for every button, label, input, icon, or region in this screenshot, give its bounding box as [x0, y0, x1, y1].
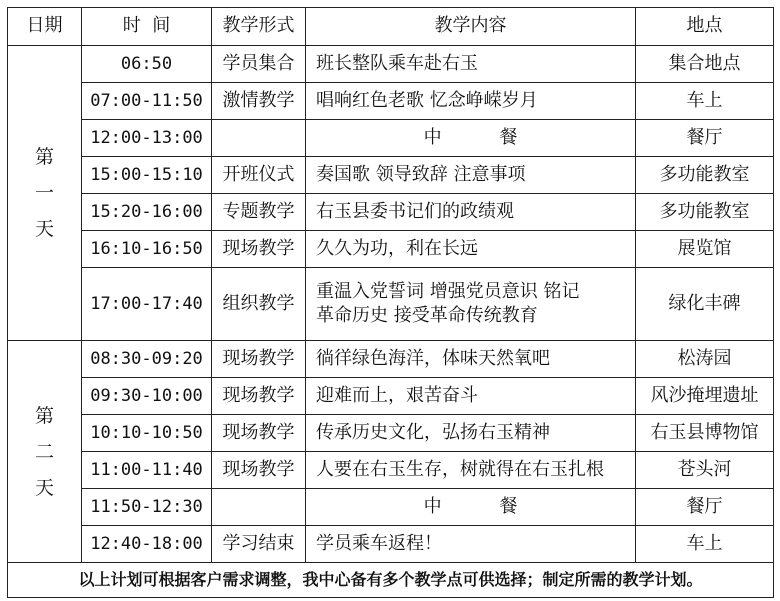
- schedule-row: [8, 526, 774, 563]
- place-cell: 多功能教室: [636, 194, 774, 231]
- content-cell: 久久为功，利在长远: [306, 231, 636, 268]
- time-cell: 16:10-16:50: [82, 231, 212, 268]
- content-line: 重温入党誓词 增强党员意识 铭记: [316, 280, 580, 302]
- content-cell: 右玉县委书记们的政绩观: [306, 194, 636, 231]
- time-cell: 11:00-11:40: [82, 452, 212, 489]
- form-cell: 现场教学: [212, 341, 306, 378]
- place-cell: 风沙掩埋遗址: [636, 378, 774, 415]
- form-cell: 学员集合: [212, 46, 306, 83]
- schedule-row: [8, 415, 774, 452]
- schedule-row: [8, 341, 774, 378]
- schedule-row: [8, 378, 774, 415]
- time-cell: 15:00-15:10: [82, 157, 212, 194]
- header-content: 教学内容: [306, 8, 636, 46]
- content-cell: 中 餐: [306, 489, 636, 526]
- day-label-char: 天: [34, 476, 54, 499]
- form-cell: 激情教学: [212, 83, 306, 120]
- day-label: [8, 46, 82, 341]
- content-cell: 班长整队乘车赴右玉: [306, 46, 636, 83]
- time-cell: 17:00-17:40: [82, 268, 212, 341]
- content-cell: 人要在右玉生存，树就得在右玉扎根: [306, 452, 636, 489]
- schedule-row: [8, 120, 774, 157]
- content-cell: 奏国歌 领导致辞 注意事项: [306, 157, 636, 194]
- place-cell: 餐厅: [636, 489, 774, 526]
- content-line: 革命历史 接受革命传统教育: [316, 305, 538, 326]
- time-cell: 10:10-10:50: [82, 415, 212, 452]
- time-cell: 12:40-18:00: [82, 526, 212, 563]
- schedule-row: [8, 157, 774, 194]
- schedule-row: [8, 452, 774, 489]
- time-cell: 06:50: [82, 46, 212, 83]
- header-time: 时 间: [82, 8, 212, 46]
- time-cell: 12:00-13:00: [82, 120, 212, 157]
- time-cell: 09:30-10:00: [82, 378, 212, 415]
- day-label-char: 二: [34, 440, 54, 463]
- footer-row: [8, 563, 774, 598]
- place-cell: 右玉县博物馆: [636, 415, 774, 452]
- day-label: [8, 341, 82, 563]
- place-cell: 集合地点: [636, 46, 774, 83]
- day-label-char: 一: [34, 182, 54, 204]
- place-cell: 车上: [636, 83, 774, 120]
- form-cell: 现场教学: [212, 452, 306, 489]
- place-cell: 展览馆: [636, 231, 774, 268]
- time-cell: 11:50-12:30: [82, 489, 212, 526]
- place-cell: 餐厅: [636, 120, 774, 157]
- time-cell: 15:20-16:00: [82, 194, 212, 231]
- form-cell: 现场教学: [212, 231, 306, 268]
- content-cell: 徜徉绿色海洋，体味天然氧吧: [306, 341, 636, 378]
- form-cell: 现场教学: [212, 415, 306, 452]
- footer-note: 以上计划可根据客户需求调整，我中心备有多个教学点可供选择；制定所需的教学计划。: [8, 563, 774, 598]
- form-cell: 专题教学: [212, 194, 306, 231]
- place-cell: 绿化丰碑: [636, 268, 774, 341]
- header-place: 地点: [636, 8, 774, 46]
- content-cell: [306, 268, 636, 341]
- form-cell: [212, 120, 306, 157]
- form-cell: 组织教学: [212, 268, 306, 341]
- schedule-row: [8, 83, 774, 120]
- content-cell: 迎难而上，艰苦奋斗: [306, 378, 636, 415]
- place-cell: 苍头河: [636, 452, 774, 489]
- schedule-row: [8, 268, 774, 341]
- header-form: 教学形式: [212, 8, 306, 46]
- content-cell: 学员乘车返程！: [306, 526, 636, 563]
- form-cell: 学习结束: [212, 526, 306, 563]
- form-cell: 开班仪式: [212, 157, 306, 194]
- place-cell: 多功能教室: [636, 157, 774, 194]
- content-cell: 唱响红色老歌 忆念峥嵘岁月: [306, 83, 636, 120]
- place-cell: 车上: [636, 526, 774, 563]
- form-cell: [212, 489, 306, 526]
- time-cell: 07:00-11:50: [82, 83, 212, 120]
- form-cell: 现场教学: [212, 378, 306, 415]
- header-row: [8, 8, 774, 46]
- day-label-char: 第: [34, 146, 54, 168]
- header-date: 日期: [8, 8, 82, 46]
- schedule-row: [8, 489, 774, 526]
- schedule-row: [8, 231, 774, 268]
- time-cell: 08:30-09:20: [82, 341, 212, 378]
- content-cell: 传承历史文化，弘扬右玉精神: [306, 415, 636, 452]
- schedule-table: [7, 7, 774, 598]
- schedule-row: [8, 194, 774, 231]
- content-cell: 中 餐: [306, 120, 636, 157]
- day-label-char: 第: [34, 404, 54, 427]
- day-label-char: 天: [34, 218, 54, 240]
- schedule-row: [8, 46, 774, 83]
- place-cell: 松涛园: [636, 341, 774, 378]
